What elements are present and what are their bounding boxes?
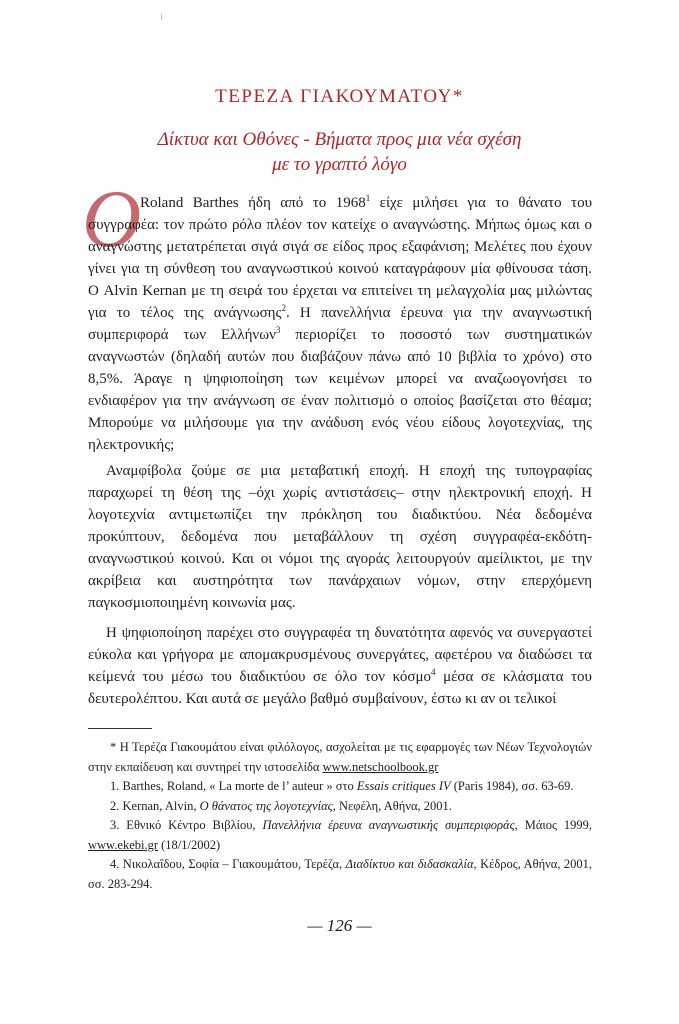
paragraph-1-text-a: Roland Barthes ήδη από το 1968: [140, 195, 366, 211]
footnote-4-work: Διαδίκτυο και διδασκαλία: [345, 857, 474, 871]
footnote-author-text: * Η Τερέζα Γιακουμάτου είναι φιλόλογος, ασχολείται με τις εφαρμογές των Νέων Τεχνολογιών στην εκπαίδευση και συντηρεί την ιστοσελίδα: [88, 740, 592, 774]
footnote-2-text: 2. Kernan, Alvin,: [110, 798, 200, 813]
footnote-1-work: Essais critiques IV: [356, 779, 451, 793]
footnote-4-text: 4. Νικολαΐδου, Σοφία – Γιακουμάτου, Τερέζα,: [110, 857, 346, 871]
footnote-3-tail: (18/1/2002): [158, 837, 221, 852]
netschoolbook-link[interactable]: www.netschoolbook.gr: [322, 759, 439, 774]
paragraph-1-text-b: είχε μιλήσει για το θάνατο του συγγραφέα: τον πρώτο ρόλο πλέον τον κατείχε ο αναγνώστης. Μήπως όμως και ο αναγνώστης μετατρέπεται σιγά σιγά σε είδος προς εξαφάνιση; Μελέτες που έχουν γίνει για τη σύνθεση του αναγνωστικού κοινού καταγράφουν μία φθίνουσα τάση. Ο Alvin Kernan με τη σειρά του έρχεται να επιτείνει τη μελαγχολία μας μιλώντας για το τέλος της ανάγνωσης: [88, 195, 592, 321]
footnote-4: [88, 855, 592, 894]
author-name: ΤΕΡΕΖΑ ΓΙΑΚΟΥΜΑΤΟΥ*: [215, 86, 464, 107]
title-line-2: με το γραπτό λόγο: [272, 154, 407, 175]
paragraph-3: [88, 622, 592, 710]
footnote-1: [88, 777, 592, 797]
footnote-ref-2: 2: [281, 303, 286, 313]
scan-speck: [161, 14, 162, 20]
footnote-divider: [88, 728, 152, 729]
paragraph-2: [88, 460, 592, 614]
footnote-ref-1: 1: [365, 193, 371, 203]
footnote-ref-3: 3: [275, 325, 281, 335]
footnote-1-text: 1. Barthes, Roland, « La morte de l’ auteur » στο: [110, 779, 357, 793]
paragraph-1: [88, 192, 592, 456]
drop-cap: Ο: [82, 173, 142, 264]
footnote-3: [88, 816, 592, 855]
ekebi-link[interactable]: www.ekebi.gr: [88, 837, 159, 852]
footnote-2-work: Ο θάνατος της λογοτεχνίας: [199, 798, 333, 813]
footnote-3-date: , Μάιος 1999,: [514, 818, 592, 832]
footnote-author: [88, 738, 592, 777]
footnotes: [88, 738, 592, 894]
paragraph-3-text-a: Η ψηφιοποίηση παρέχει στο συγγραφέα τη δυνατότητα αφενός να συνεργαστεί εύκολα και γρήγορα με απομακρυσμένους συνεργάτες, αφετέρου να διαδώσει τα κείμενά του μέσω του διαδικτύου σε όλο τον κόσμο: [88, 625, 592, 685]
paragraph-3-text-b: μέσα σε κλάσματα του δευτερολέπτου. Και αυτά σε μεγάλο βαθμό συμβαίνουν, έστω κι αν οι τελικοί: [88, 669, 592, 707]
footnote-4-tail: , Κέδρος, Αθήνα, 2001, σσ. 283-294.: [88, 857, 593, 891]
title-line-1: Δίκτυα και Οθόνες - Βήματα προς μια νέα σχέση: [157, 129, 522, 150]
footnote-3-text: 3. Εθνικό Κέντρο Βιβλίου,: [110, 818, 263, 832]
footnote-1-tail: (Paris 1984), σσ. 63-69.: [450, 779, 574, 793]
footnote-ref-4: 4: [431, 667, 436, 677]
paragraph-1-text-d: περιορίζει το ποσοστό των συστηματικών αναγνωστών (δηλαδή αυτών που διαβάζουν πάνω από 10 βιβλία το χρόνο) στο 8,5%. Άραγε η ψηφιοποίηση των κειμένων μπορεί να αναζωογονήσει το ενδιαφέρον για την ανάγνωση σε έναν πολιτισμό ο οποίος βασίζεται στο θέαμα; Μπορούμε να μιλήσουμε για την ανάδυση ενός νέου είδους λογοτεχνίας, της ηλεκτρονικής;: [88, 327, 592, 453]
footnote-2-tail: , Νεφέλη, Αθήνα, 2001.: [332, 798, 452, 813]
footnote-2: [88, 797, 592, 817]
paragraph-2-text: Αναμφίβολα ζούμε σε μια μεταβατική εποχή. Η εποχή της τυπογραφίας παραχωρεί τη θέση της –όχι χωρίς αντιστάσεις– στην ηλεκτρονική εποχή. Η λογοτεχνία αντιμετωπίζει την πρόκληση του διαδικτύου. Νέα δεδομένα προκύπτουν, δεδομένα που μεταβάλλουν τη σχέση συγγραφέα-εκδότη-αναγνωστικού κοινού. Και οι νόμοι της αγοράς λειτουργούν αμείλικτοι, με την ακρίβεια και αυστηρότητα των πανάρχαιων νόμων, στην επερχόμενη παγκοσμιοποιημένη κοινωνία μας.: [88, 463, 592, 611]
paragraph-1-text-c: . Η πανελλήνια έρευνα για την αναγνωστική συμπεριφορά των Ελλήνων: [88, 305, 592, 343]
page-number: — 126 —: [307, 916, 372, 935]
footnote-3-work: Πανελλήνια έρευνα αναγνωστικής συμπεριφοράς: [262, 818, 515, 832]
article-title: [0, 127, 679, 177]
